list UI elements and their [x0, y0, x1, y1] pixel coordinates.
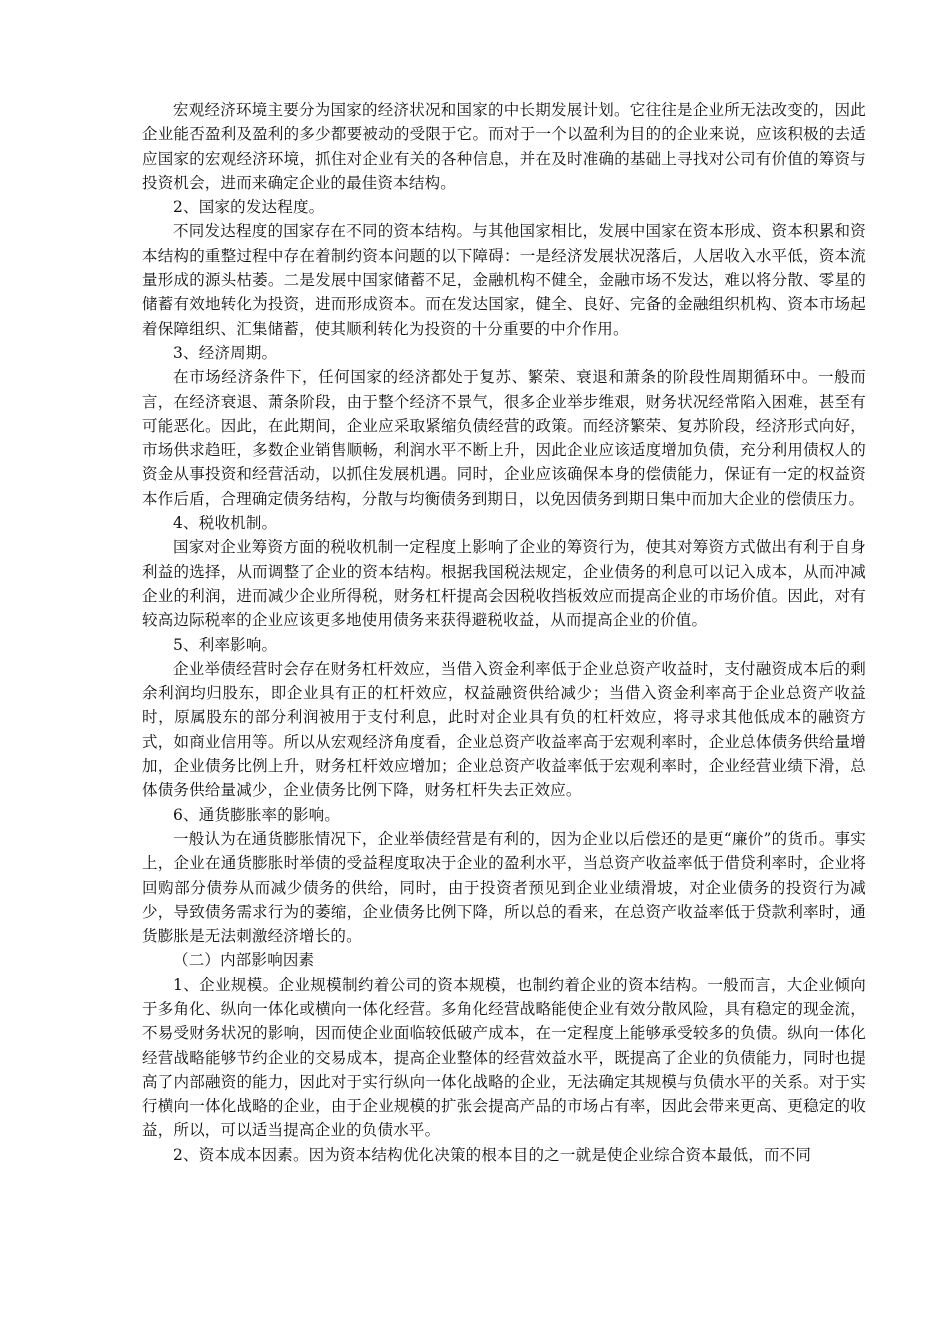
paragraph-capital-cost: 2、资本成本因素。因为资本结构优化决策的根本目的之一就是使企业综合资本最低，而不同	[173, 1145, 812, 1164]
heading-development-level: 2、国家的发达程度。	[173, 198, 325, 217]
heading-internal-factors: （二）内部影响因素	[173, 951, 315, 970]
paragraph-interest-rate: 企业举债经营时会存在财务杠杆效应，当借入资金利率低于企业总资产收益时，支付融资成本后的剩余利润均归股东，即企业具有正的杠杆效应，权益融资供给减少；当借入资金利率高于企业总资产收益时，原属股东的部分利润被用于支付利息，此时对企业具有负的杠杆效应，将寻求其他低成本的融资方式，如商业信用等。所以从宏观经济角度看，企业总资产收益率高于宏观利率时，企业总体债务供给量增加，企业债务比例上升，财务杠杆效应增加；企业总资产收益率低于宏观利率时，企业经营业绩下滑，总体债务供给量减少，企业债务比例下降，财务杠杆失去正效应。	[142, 659, 866, 800]
heading-tax-mechanism: 4、税收机制。	[173, 514, 278, 533]
paragraph-macro-environment: 宏观经济环境主要分为国家的经济状况和国家的中长期发展计划。它往往是企业所无法改变的，因此企业能否盈利及盈利的多少都要被动的受限于它。而对于一个以盈利为目的的企业来说，应该积极的去适应国家的宏观经济环境，抓住对企业有关的各种信息，并在及时准确的基础上寻找对公司有价值的筹资与投资机会，进而来确定企业的最佳资本结构。	[142, 101, 866, 192]
paragraph-tax-mechanism: 国家对企业筹资方面的税收机制一定程度上影响了企业的筹资行为，使其对筹资方式做出有利于自身利益的选择，从而调整了企业的资本结构。根据我国税法规定，企业债务的利息可以记入成本，从而冲减企业的利润，进而减少企业所得税，财务杠杆提高会因税收挡板效应而提高企业的市场价值。因此，对有较高边际税率的企业应该更多地使用债务来获得避税收益，从而提高企业的价值。	[142, 538, 866, 630]
paragraph-inflation: 一般认为在通货膨胀情况下，企业举债经营是有利的，因为企业以后偿还的是更“廉价”的货币。事实上，企业在通货膨胀时举债的受益程度取决于企业的盈利水平，当总资产收益率低于借贷利率时，企业将回购部分债券从而减少债务的供给，同时，由于投资者预见到企业业绩滑坡，对企业债务的投资行为减少，导致债务需求行为的萎缩，企业债务比例下降，所以总的看来，在总资产收益率低于贷款利率时，通货膨胀是无法刺激经济增长的。	[142, 829, 866, 946]
paragraph-economic-cycle: 在市场经济条件下，任何国家的经济都处于复苏、繁荣、衰退和萧条的阶段性周期循环中。一般而言，在经济衰退、萧条阶段，由于整个经济不景气，很多企业举步维艰，财务状况经常陷入困难，甚至有可能恶化。因此，在此期间，企业应采取紧缩负债经营的政策。而经济繁荣、复苏阶段，经济形式向好，市场供求趋旺，多数企业销售顺畅，利润水平不断上升，因此企业应该适度增加负债，充分利用债权人的资金从事投资和经营活动，以抓住发展机遇。同时，企业应该确保本身的偿债能力，保证有一定的权益资本作后盾，合理确定债务结构，分散与均衡债务到期日，以免因债务到期日集中而加大企业的偿债压力。	[142, 368, 866, 508]
heading-interest-rate: 5、利率影响。	[173, 635, 278, 654]
paragraph-development-level: 不同发达程度的国家存在不同的资本结构。与其他国家相比，发展中国家在资本形成、资本积累和资本结构的重整过程中存在着制约资本问题的以下障碍：一是经济发展状况落后，人居收入水平低，资本流量形成的源头枯萎。二是发展中国家储蓄不足，金融机构不健全，金融市场不发达，难以将分散、零星的储蓄有效地转化为投资，进而形成资本。而在发达国家，健全、良好、完备的金融组织机构、资本市场起着保障组织、汇集储蓄，使其顺利转化为投资的十分重要的中介作用。	[142, 222, 866, 338]
paragraph-enterprise-scale: 1、企业规模。企业规模制约着公司的资本规模，也制约着企业的资本结构。一般而言，大企业倾向于多角化、纵向一体化或横向一体化经营。多角化经营战略能使企业有效分散风险，具有稳定的现金流，不易受财务状况的影响，因而使企业面临较低破产成本，在一定程度上能够承受较多的负债。纵向一体化经营战略能够节约企业的交易成本，提高企业整体的经营效益水平，既提高了企业的负债能力，同时也提高了内部融资的能力，因此对于实行纵向一体化战略的企业，无法确定其规模与负债水平的关系。对于实行横向一体化战略的企业，由于企业规模的扩张会提高产品的市场占有率，因此会带来更高、更稳定的收益，所以，可以适当提高企业的负债水平。	[142, 975, 866, 1140]
heading-economic-cycle: 3、经济周期。	[173, 343, 278, 362]
document-page	[142, 98, 866, 1167]
heading-inflation: 6、通货膨胀率的影响。	[173, 805, 341, 824]
